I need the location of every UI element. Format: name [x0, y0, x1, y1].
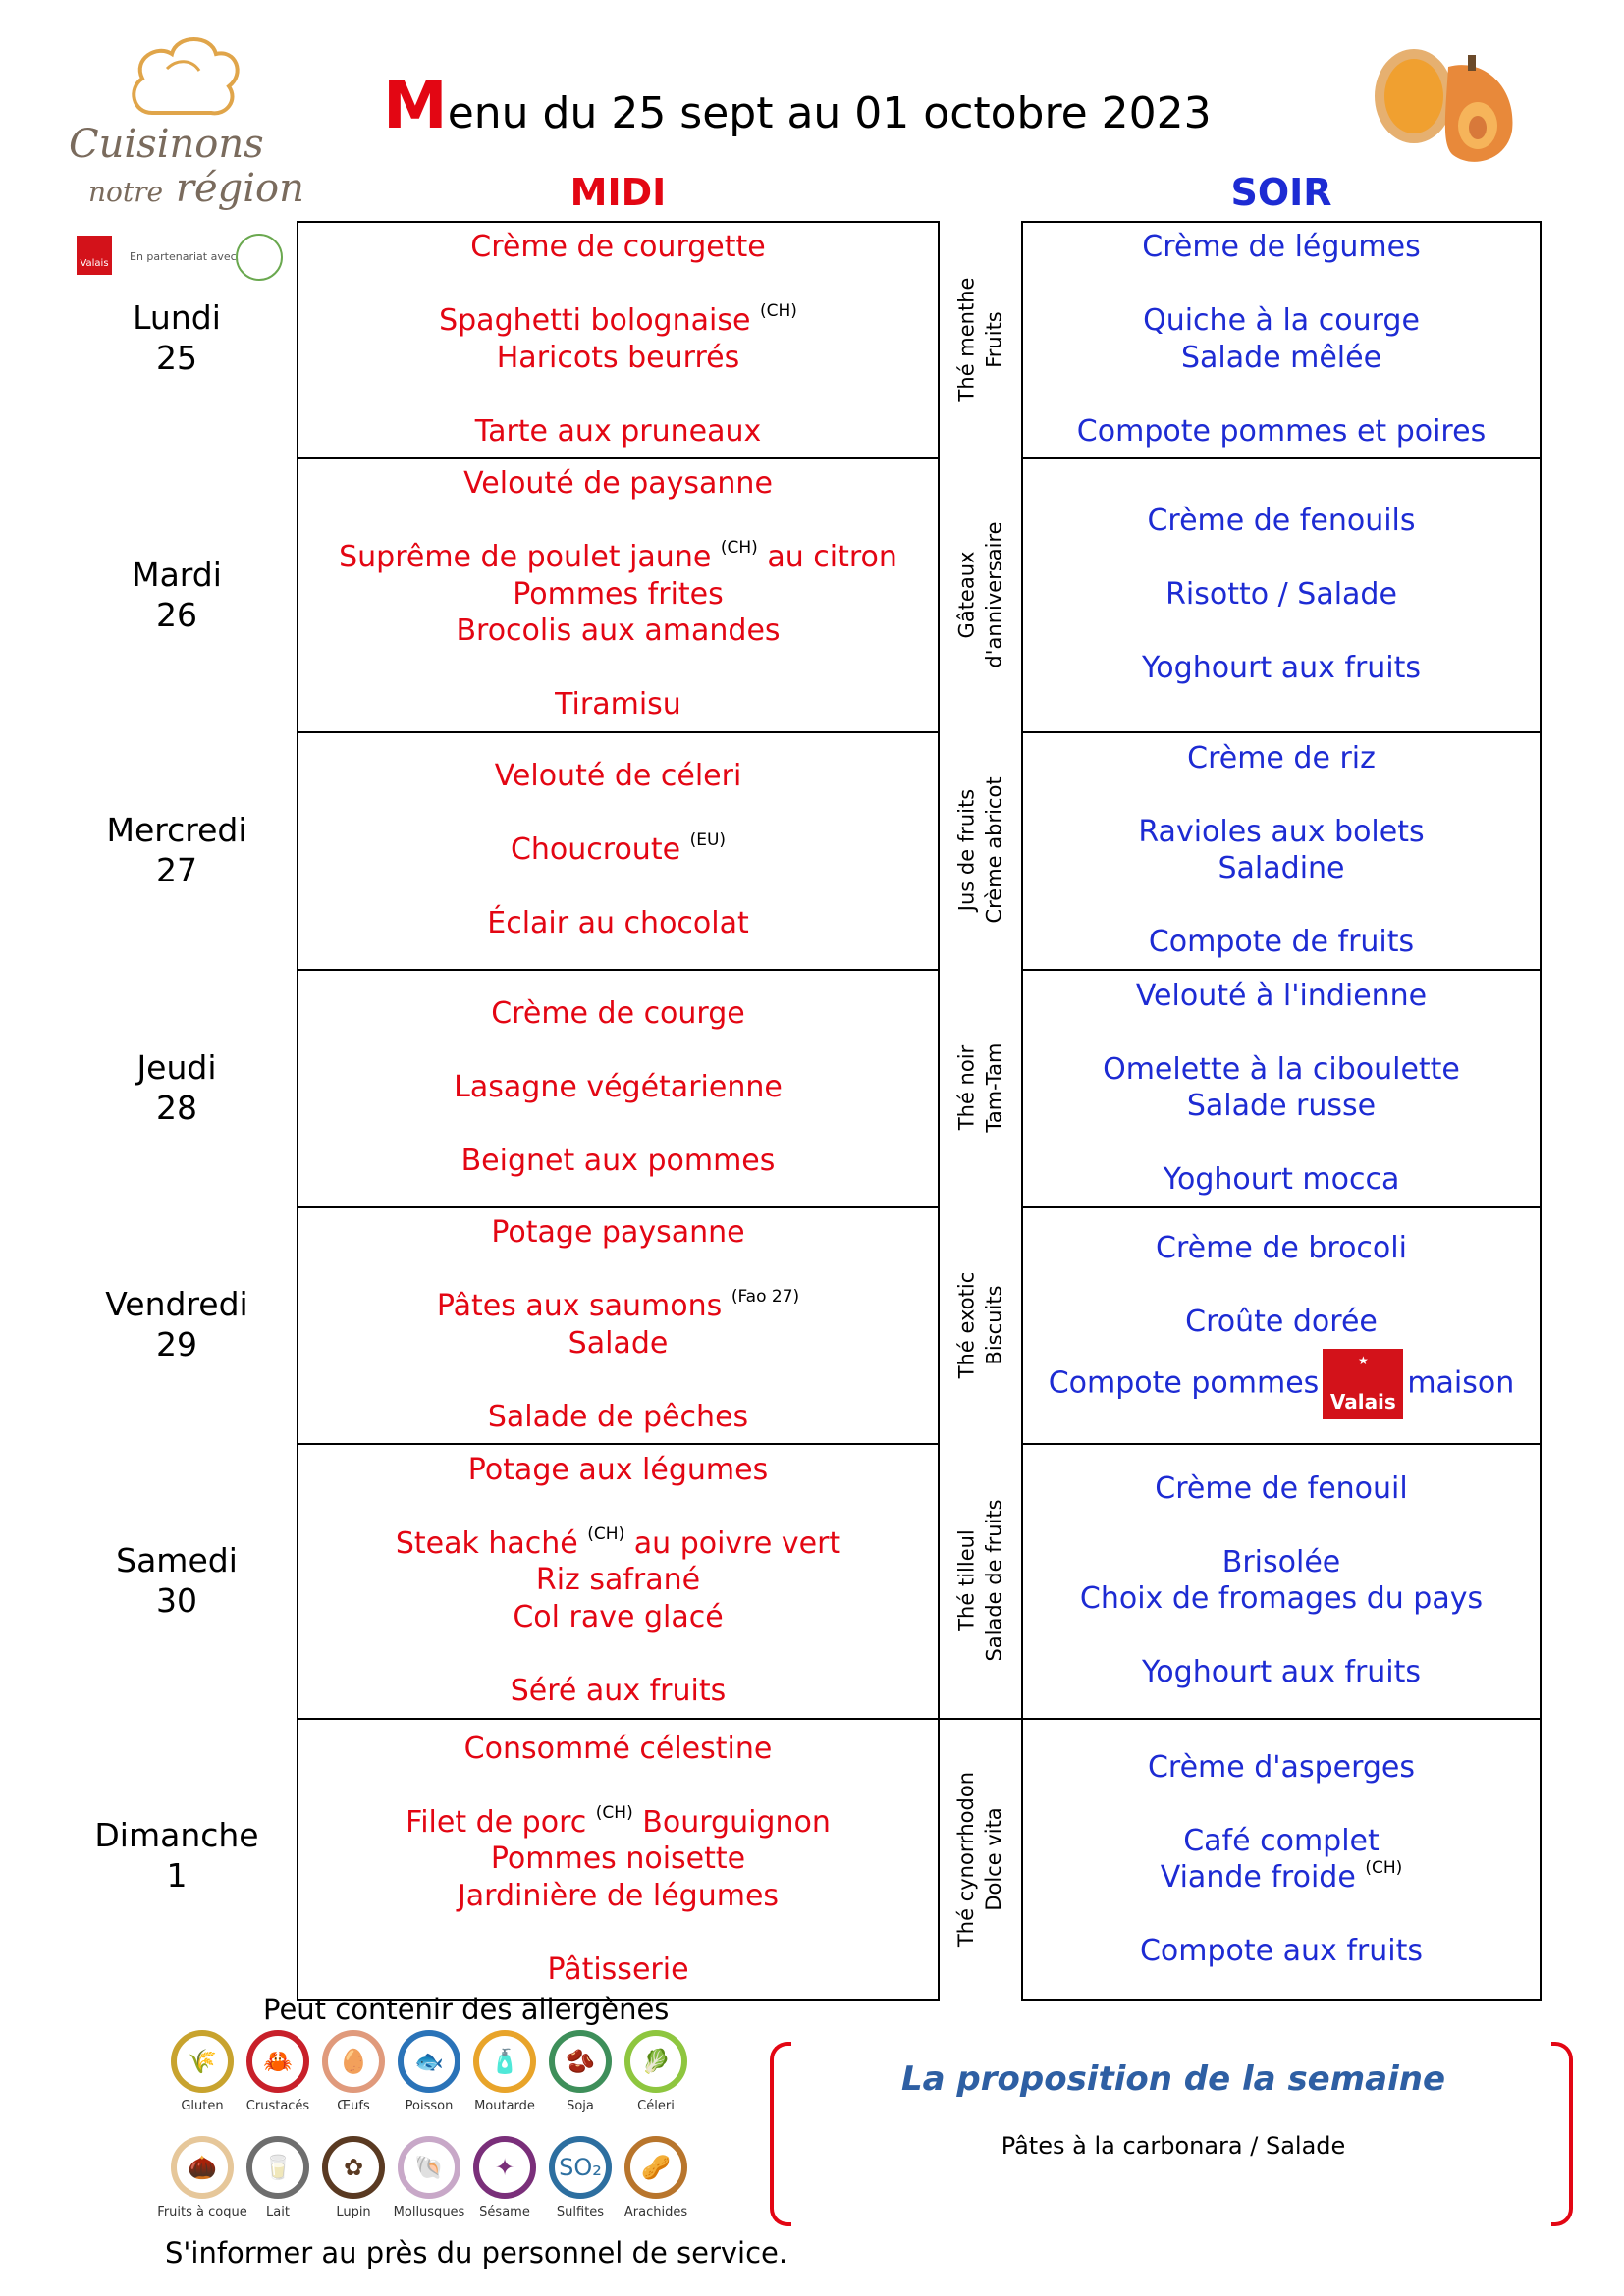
- proposal-title: La proposition de la semaine: [900, 2059, 1446, 2099]
- milk-icon: 🥛: [246, 2136, 309, 2199]
- allergen-name: Mollusques: [393, 2205, 465, 2219]
- fourchette-verte-icon: [236, 234, 283, 281]
- logo-line-2: notre région: [88, 166, 304, 211]
- partner-text: En partenariat avec: [130, 250, 237, 263]
- logo-line-1: Cuisinons: [69, 122, 264, 167]
- allergen-name: Lait: [266, 2205, 290, 2219]
- allergen-name: Arachides: [623, 2205, 688, 2219]
- valais-mini-logo: Valais: [77, 236, 112, 275]
- allergen-name: Sésame: [479, 2205, 530, 2219]
- star-icon: ★: [1357, 1353, 1369, 1367]
- allergen-name: Soja: [567, 2099, 594, 2113]
- midi-menu-jeudi: Crème de courge Lasagne végétarienne Beignet aux pommes: [454, 996, 783, 1179]
- day-label-dimanche: Dimanche 1: [94, 1816, 259, 1895]
- chef-hat-icon: [123, 29, 250, 128]
- lupin-icon: ✿: [322, 2136, 385, 2199]
- allergen-name: Crustacés: [245, 2099, 310, 2113]
- allergen-name: Sulfites: [556, 2205, 605, 2219]
- crab-icon: 🦀: [246, 2030, 309, 2093]
- snack-vendredi: Thé exotic Biscuits: [954, 1271, 1006, 1378]
- allergen-peanut: [611, 2136, 701, 2219]
- day-label-mardi: Mardi 26: [132, 556, 222, 634]
- midi-menu-mardi: Velouté de paysanne Suprême de poulet jaune $^{(CH)}$ au citron Pommes frites Brocolis aux amandes Tiramisu: [339, 466, 897, 722]
- sulfites-icon: SO₂: [549, 2136, 612, 2199]
- wheat-icon: 🌾: [171, 2030, 234, 2093]
- day-label-jeudi: Jeudi 28: [136, 1048, 217, 1127]
- allergen-name: Moutarde: [474, 2099, 535, 2113]
- allergen-name: Céleri: [637, 2099, 675, 2113]
- snack-jeudi: Thé noir Tam-Tam: [954, 1042, 1006, 1133]
- eggs-icon: 🥚: [322, 2030, 385, 2093]
- soir-menu-lundi: Crème de légumes Quiche à la courge Salade mêlée Compote pommes et poires: [1076, 230, 1487, 449]
- mustard-icon: 🧴: [473, 2030, 536, 2093]
- shell-icon: 🐚: [398, 2136, 460, 2199]
- midi-header: MIDI: [569, 171, 667, 214]
- bracket-right: [1551, 2042, 1573, 2226]
- snack-samedi: Thé tilleul Salade de fruits: [954, 1499, 1006, 1662]
- midi-menu-vendredi: Potage paysanne Pâtes aux saumons $^{(Fao 27)}$ Salade Salade de pêches: [436, 1215, 800, 1434]
- allergen-name: Fruits à coque: [157, 2205, 247, 2219]
- proposal-text: Pâtes à la carbonara / Salade: [1001, 2132, 1346, 2160]
- allergen-name: Œufs: [337, 2099, 370, 2113]
- midi-menu-mercredi: Velouté de céleri Choucroute $^{(EU)}$ Éclair au chocolat: [487, 759, 749, 941]
- soy-icon: 🫘: [549, 2030, 612, 2093]
- snack-dimanche: Thé cynorrhodon Dolce vita: [954, 1771, 1006, 1948]
- fish-icon: 🐟: [398, 2030, 460, 2093]
- soir-menu-dimanche: Crème d'asperges Café complet Viande froide $^{(CH)}$ Compote aux fruits: [1139, 1749, 1423, 1968]
- soir-menu-jeudi: Velouté à l'indienne Omelette à la ciboulette Salade russe Yoghourt mocca: [1103, 978, 1460, 1197]
- butternut-squash-icon: [1355, 37, 1532, 175]
- soir-menu-mardi: Crème de fenouils Risotto / Salade Yoghourt aux fruits: [1141, 503, 1422, 685]
- midi-menu-dimanche: Consommé célestine Filet de porc $^{(CH)}$ Bourguignon Pommes noisette Jardinière de légumes Pâtisserie: [406, 1731, 831, 1987]
- allergen-name: Gluten: [181, 2099, 224, 2113]
- soir-menu-samedi: Crème de fenouil Brisolée Choix de fromages du pays Yoghourt aux fruits: [1079, 1470, 1484, 1689]
- allergen-name: Poisson: [405, 2099, 454, 2113]
- snack-mercredi: Jus de fruits Crème abricot: [954, 776, 1006, 924]
- peanut-icon: 🥜: [624, 2136, 687, 2199]
- soir-menu-vendredi: Crème de brocoli Croûte dorée Compote pommes ★ Valais maison: [1021, 1206, 1542, 1443]
- day-label-samedi: Samedi 30: [116, 1541, 238, 1620]
- day-label-mercredi: Mercredi 27: [106, 811, 247, 889]
- cuisinons-logo: [69, 29, 304, 285]
- day-label-vendredi: Vendredi 29: [105, 1285, 248, 1363]
- snack-mardi: Gâteaux d'anniversaire: [954, 520, 1006, 668]
- bracket-left: [770, 2042, 791, 2226]
- nuts-icon: 🌰: [171, 2136, 234, 2199]
- soir-header: SOIR: [1230, 171, 1332, 214]
- page-title: Menu du 25 sept au 01 octobre 2023: [383, 68, 1212, 143]
- sesame-icon: ✦: [473, 2136, 536, 2199]
- celery-icon: 🥬: [624, 2030, 687, 2093]
- midi-menu-samedi: Potage aux légumes Steak haché $^{(CH)}$ au poivre vert Riz safrané Col rave glacé Séré aux fruits: [395, 1452, 841, 1708]
- valais-badge: ★ Valais: [1323, 1349, 1403, 1419]
- allergen-info: S'informer au près du personnel de service.: [165, 2236, 788, 2269]
- allergen-celery: [611, 2030, 701, 2113]
- snack-lundi: Thé menthe Fruits: [954, 277, 1006, 401]
- soir-menu-mercredi: Crème de riz Ravioles aux bolets Saladine Compote de fruits: [1138, 740, 1425, 959]
- allergen-name: Lupin: [336, 2205, 371, 2219]
- allergen-title: Peut contenir des allergènes: [263, 1993, 670, 2026]
- midi-menu-lundi: Crème de courgette Spaghetti bolognaise $^{(CH)}$ Haricots beurrés Tarte aux pruneaux: [439, 230, 797, 449]
- day-label-lundi: Lundi 25: [133, 298, 221, 377]
